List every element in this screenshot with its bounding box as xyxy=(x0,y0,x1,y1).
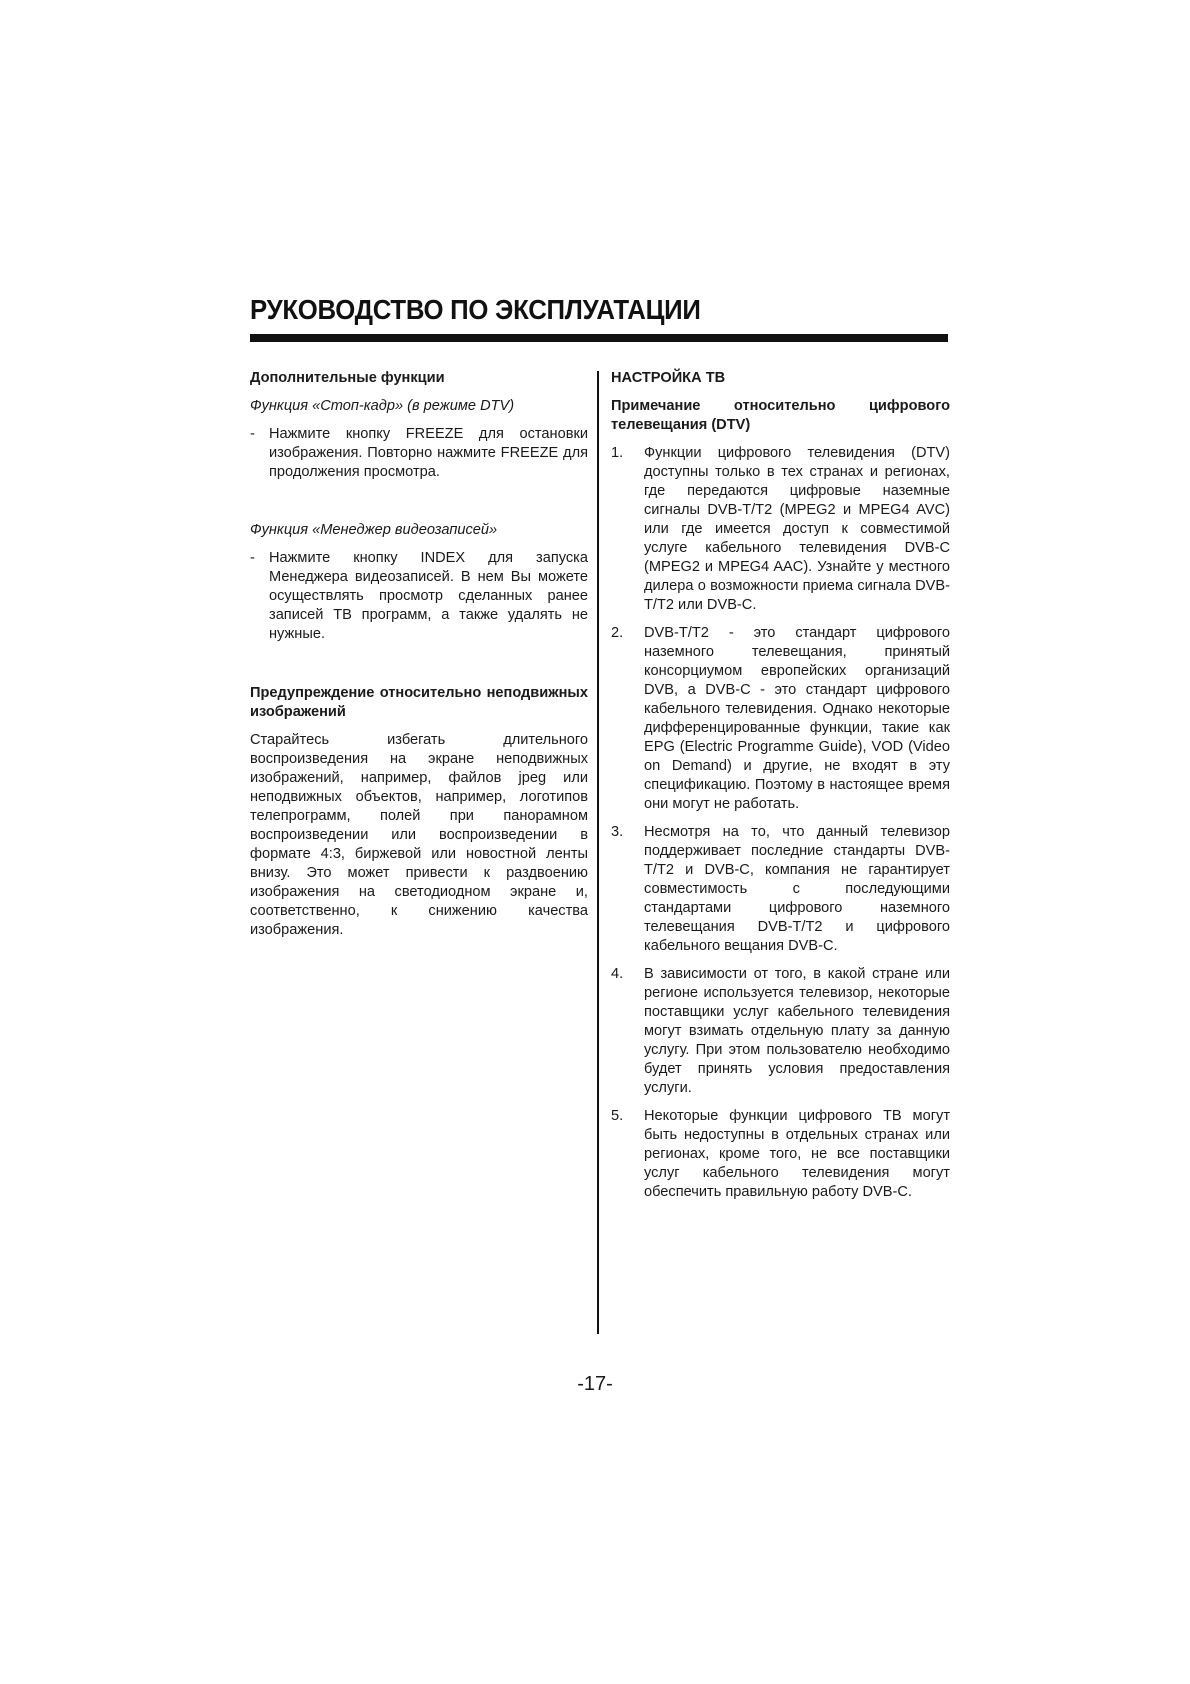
list-number: 2. xyxy=(611,625,624,641)
list-number: 5. xyxy=(611,1108,624,1124)
title-rule xyxy=(250,334,948,342)
tv-setup-heading: НАСТРОЙКА ТВ xyxy=(611,370,726,386)
list-text: Некоторые функции цифрового ТВ могут быть недоступны в отдельных странах или регионах, кроме того, не все поставщики услуг кабельного телевидения могут обеспечить правильную работу DVB-C. xyxy=(644,1108,950,1200)
left-column xyxy=(250,369,588,940)
warning-text: Старайтесь избегать длительного воспроизведения на экране неподвижных изображений, например, файлов jpeg или неподвижных объектов, например, логотипов телепрограмм, полей при панорамном воспроизведении или воспроизведении в формате 4:3, биржевой или новостной ленты внизу. Это может привести к раздвоению изображения на светодиодном экране и, соответственно, к снижению качества изображения. xyxy=(250,732,588,938)
freeze-subheading: Функция «Стоп-кадр» (в режиме DTV) xyxy=(250,398,515,414)
list-text: В зависимости от того, в какой стране или регионе используется телевизор, некоторые поставщики услуг кабельного телевидения могут взимать отдельную плату за данную услугу. При этом пользователю необходимо будет принять условия предоставления услуги. xyxy=(644,966,950,1096)
warning-heading: Предупреждение относительно неподвижных изображений xyxy=(250,685,588,720)
list-item xyxy=(611,965,950,1098)
bullet-dash: - xyxy=(250,426,255,442)
dtv-note-heading: Примечание относительно цифрового телевещания (DTV) xyxy=(611,398,950,433)
list-number: 4. xyxy=(611,966,624,982)
page-title: РУКОВОДСТВО ПО ЭКСПЛУАТАЦИИ xyxy=(250,294,701,325)
column-divider xyxy=(597,371,599,1334)
manager-bullet xyxy=(250,549,588,644)
freeze-bullet-text: Нажмите кнопку FREEZE для остановки изображения. Повторно нажмите FREEZE для продолжения просмотра. xyxy=(269,426,588,480)
list-text: Несмотря на то, что данный телевизор поддерживает последние стандарты DVB-T/T2 и DVB-C, компания не гарантирует совместимость с последующими стандартами цифрового наземного телевещания DVB-T/T2 и цифрового кабельного вещания DVB-C. xyxy=(644,824,950,954)
manager-bullet-text: Нажмите кнопку INDEX для запуска Менеджера видеозаписей. В нем Вы можете осуществлять просмотр сделанных ранее записей ТВ программ, а также удалять не нужные. xyxy=(269,550,588,642)
manager-subheading: Функция «Менеджер видеозаписей» xyxy=(250,522,498,538)
list-item xyxy=(611,1107,950,1202)
additional-functions-heading: Дополнительные функции xyxy=(250,370,445,386)
list-text: Функции цифрового телевидения (DTV) доступны только в тех странах и регионах, где передаются цифровые наземные сигналы DVB-T/T2 (MPEG2 и MPEG4 AVC) или где имеется доступ к совместимой услуге кабельного телевидения DVB-C (MPEG2 и MPEG4 AAC). Узнайте у местного дилера о возможности приема сигнала DVB-T/T2 или DVB-C. xyxy=(644,445,950,613)
list-item xyxy=(611,624,950,814)
page-number: -17- xyxy=(577,1373,613,1395)
bullet-dash: - xyxy=(250,550,255,566)
list-item xyxy=(611,823,950,956)
list-number: 1. xyxy=(611,445,624,461)
list-item xyxy=(611,444,950,615)
list-number: 3. xyxy=(611,824,624,840)
freeze-bullet xyxy=(250,425,588,482)
list-text: DVB-T/T2 - это стандарт цифрового наземного телевещания, принятый консорциумом европейских организаций DVB, а DVB-C - это стандарт цифрового кабельного телевидения. Однако некоторые дифференцированные функции, такие как EPG (Electric Programme Guide), VOD (Video on Demand) и другие, не входят в эту спецификацию. Поэтому в настоящее время они могут не работать. xyxy=(644,625,950,812)
right-column xyxy=(611,369,950,1202)
